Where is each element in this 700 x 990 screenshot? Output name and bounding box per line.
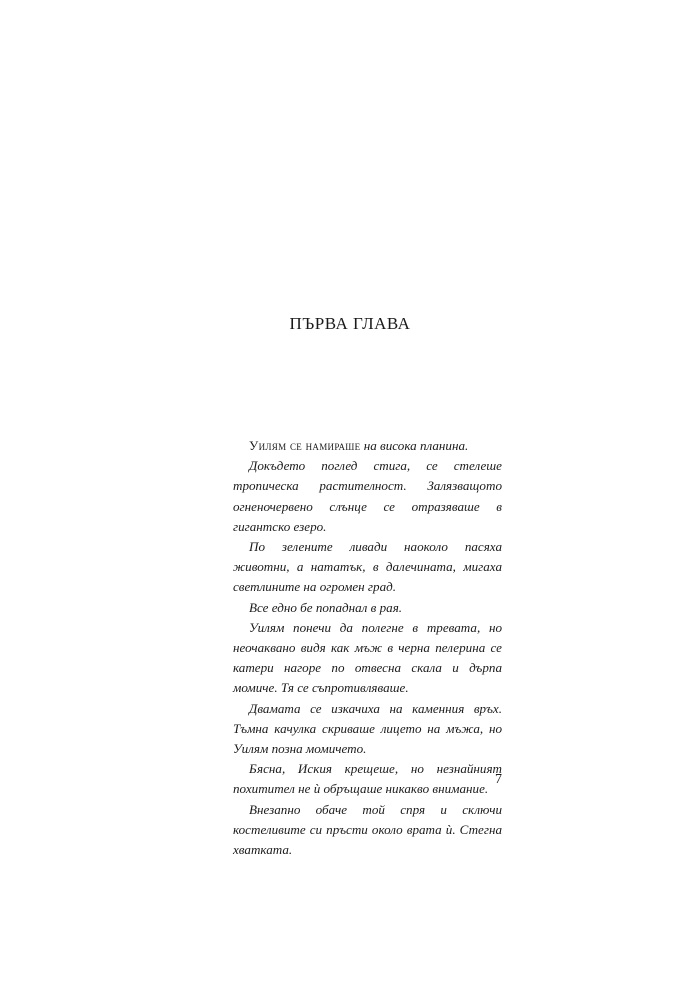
- paragraph-text: на висока планина.: [360, 438, 469, 453]
- paragraph: Двамата се изкачиха на каменния връх. Тъмна качулка скриваше лицето на мъжа, но Уилям позна момичето.: [233, 700, 502, 757]
- paragraph: Все едно бе попаднал в рая.: [249, 599, 403, 615]
- paragraph: Докъдето поглед стига, се стелеше тропическа растителност. Залязващото огненочервено слънце се отразяваше в гигантско езеро.: [233, 458, 502, 534]
- chapter-body: [233, 436, 502, 860]
- paragraph: Бясна, Иския крещеше, но незнайният похитител не ѝ обръщаше никакво внимание.: [233, 761, 502, 797]
- paragraph: [233, 436, 502, 456]
- paragraph-lead-in: Уилям се намираше: [249, 438, 361, 453]
- paragraph: Уилям понечи да полегне в тревата, но неочаквано видя как мъж в черна пелерина се катери нагоре по отвесна скала и дърпа момиче. Тя се съпротивляваше.: [233, 619, 502, 696]
- paragraph: По зелените ливади наоколо пасяха животни, а нататък, в далечината, мигаха светлините на огромен град.: [233, 539, 502, 595]
- chapter-title: ПЪРВА ГЛАВА: [289, 314, 411, 333]
- page-number: 7: [495, 772, 502, 787]
- paragraph: Внезапно обаче той спря и сключи костеливите си пръсти около врата ѝ. Стегна хватката.: [233, 801, 502, 858]
